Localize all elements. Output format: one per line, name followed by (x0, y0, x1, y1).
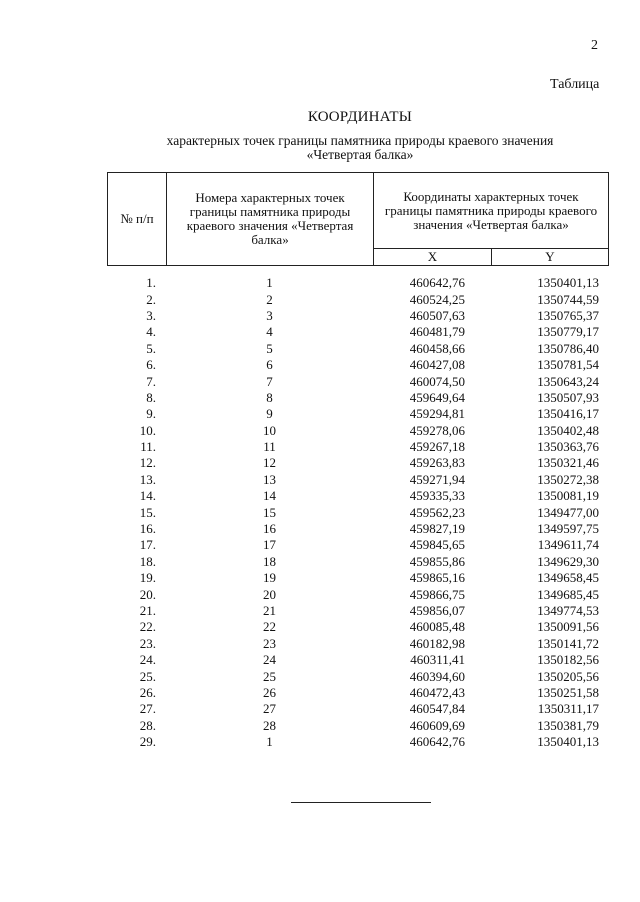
row-number: 2. (146, 291, 156, 307)
table-row (107, 586, 608, 602)
coord-y: 1349611,74 (537, 537, 599, 553)
coordinates-table-header (107, 172, 609, 266)
coord-y: 1350781,54 (537, 357, 599, 373)
point-number: 8 (266, 389, 273, 405)
coord-y: 1350401,13 (537, 275, 599, 291)
coord-x: 460507,63 (409, 307, 465, 323)
row-number: 28. (139, 717, 156, 733)
table-row (107, 603, 608, 619)
header-coordinates: Координаты характерных точек границы памятника природы краевого значения «Четвертая балка» (374, 173, 609, 249)
table-row (107, 291, 608, 307)
row-number: 17. (139, 537, 156, 553)
coord-y: 1349629,30 (537, 553, 599, 569)
coord-y: 1350141,72 (537, 635, 599, 651)
coord-y: 1349774,53 (537, 603, 599, 618)
point-number: 6 (266, 357, 273, 373)
point-number: 7 (266, 373, 273, 389)
coord-y: 1349477,00 (537, 504, 599, 520)
row-number: 23. (139, 635, 156, 651)
table-row (107, 521, 608, 537)
point-number: 1 (266, 275, 273, 291)
point-number: 26 (263, 684, 276, 700)
point-number: 15 (263, 504, 276, 520)
table-row (107, 619, 608, 635)
coord-x: 459827,19 (409, 521, 465, 537)
row-number: 4. (146, 324, 156, 340)
coord-x: 459271,94 (409, 471, 465, 487)
table-row (107, 406, 608, 422)
row-number: 6. (146, 357, 156, 373)
end-divider (291, 802, 431, 803)
table-row (107, 341, 608, 357)
point-number: 20 (263, 586, 276, 602)
row-number: 18. (139, 553, 156, 569)
point-number: 13 (263, 471, 276, 487)
table-row (107, 668, 608, 684)
point-number: 4 (266, 324, 273, 340)
table-label: Таблица (550, 77, 600, 92)
row-number: 22. (139, 619, 156, 635)
coord-y: 1350744,59 (537, 291, 599, 307)
coord-y: 1350381,79 (537, 717, 599, 733)
point-number: 23 (263, 635, 276, 651)
row-number: 15. (139, 504, 156, 520)
point-number: 2 (266, 291, 273, 307)
point-number: 12 (263, 455, 276, 471)
table-row (107, 357, 608, 373)
coord-x: 459562,23 (409, 504, 465, 520)
table-row (107, 701, 608, 717)
point-number: 25 (263, 668, 276, 684)
table-row (107, 718, 608, 734)
table-row (107, 554, 608, 570)
coord-x: 460609,69 (409, 717, 465, 733)
row-number: 1. (146, 275, 156, 291)
point-number: 3 (266, 307, 273, 323)
header-point-number: Номера характерных точек границы памятника природы краевого значения «Четвертая балка» (167, 173, 374, 266)
row-number: 5. (146, 340, 156, 356)
table-row (107, 308, 608, 324)
point-number: 22 (263, 619, 276, 635)
coord-x: 459866,75 (409, 586, 465, 602)
coord-y: 1350182,56 (537, 652, 599, 668)
coord-x: 460547,84 (409, 701, 465, 717)
document-subtitle (140, 134, 580, 162)
point-number: 5 (266, 340, 273, 356)
table-row (107, 734, 608, 750)
point-number: 11 (263, 439, 276, 455)
point-number: 9 (266, 406, 273, 422)
row-number: 29. (139, 734, 156, 750)
row-number: 27. (139, 701, 156, 717)
table-row (107, 570, 608, 586)
coord-y: 1350786,40 (537, 340, 599, 356)
table-row (107, 324, 608, 340)
row-number: 25. (139, 668, 156, 684)
subtitle-line-2: «Четвертая балка» (306, 147, 414, 162)
coord-y: 1350081,19 (537, 488, 599, 504)
point-number: 24 (263, 652, 276, 668)
header-x: X (374, 249, 492, 266)
coord-y: 1350091,56 (537, 619, 599, 635)
header-number: № п/п (108, 173, 167, 266)
coord-x: 460642,76 (409, 275, 465, 291)
table-row (107, 423, 608, 439)
coord-y: 1349685,45 (537, 586, 599, 602)
coord-x: 460311,41 (410, 652, 465, 668)
row-number: 3. (146, 307, 156, 323)
coord-x: 459267,18 (409, 439, 465, 455)
coord-y: 1350251,58 (537, 684, 599, 700)
subtitle-line-1: характерных точек границы памятника природы краевого значения (166, 133, 554, 148)
point-number: 17 (263, 537, 276, 553)
coord-x: 460481,79 (409, 324, 465, 340)
header-y: Y (492, 249, 609, 266)
row-number: 7. (146, 373, 156, 389)
coord-y: 1349597,75 (537, 521, 599, 537)
coord-y: 1350507,93 (537, 389, 599, 405)
coord-y: 1350321,46 (537, 455, 599, 471)
coord-y: 1350401,13 (537, 734, 599, 750)
table-row (107, 439, 608, 455)
point-number: 14 (263, 488, 276, 504)
row-number: 19. (139, 570, 156, 586)
row-number: 12. (139, 455, 156, 471)
coord-x: 459294,81 (409, 406, 465, 422)
coord-x: 460472,43 (409, 684, 465, 700)
coord-y: 1350402,48 (537, 422, 599, 438)
row-number: 20. (139, 586, 156, 602)
table-row (107, 390, 608, 406)
coord-x: 459263,83 (409, 455, 465, 471)
point-number: 28 (263, 717, 276, 733)
coord-x: 460427,08 (409, 357, 465, 373)
table-row (107, 373, 608, 389)
coord-x: 460085,48 (409, 619, 465, 635)
table-row (107, 275, 608, 291)
table-row (107, 488, 608, 504)
coord-y: 1349658,45 (537, 570, 599, 586)
coord-x: 460394,60 (409, 668, 465, 684)
coord-x: 459278,06 (409, 422, 465, 438)
row-number: 14. (139, 488, 156, 504)
document-title: КООРДИНАТЫ (307, 109, 413, 125)
coord-y: 1350765,37 (537, 307, 599, 323)
point-number: 21 (263, 603, 276, 618)
table-row (107, 652, 608, 668)
table-row (107, 685, 608, 701)
table-row (107, 455, 608, 471)
coord-x: 459855,86 (409, 553, 465, 569)
row-number: 10. (139, 422, 156, 438)
table-row (107, 504, 608, 520)
coord-x: 459865,16 (409, 570, 465, 586)
coord-x: 460524,25 (409, 291, 465, 307)
coord-y: 1350779,17 (537, 324, 599, 340)
point-number: 10 (263, 422, 276, 438)
coord-x: 460458,66 (409, 340, 465, 356)
coordinates-table-body (107, 275, 608, 750)
coord-x: 460642,76 (409, 734, 465, 750)
coord-x: 459856,07 (409, 603, 465, 618)
point-number: 16 (263, 521, 276, 537)
coord-x: 459845,65 (409, 537, 465, 553)
table-row (107, 537, 608, 553)
coord-x: 460182,98 (409, 635, 465, 651)
coord-y: 1350363,76 (537, 439, 599, 455)
point-number: 18 (263, 553, 276, 569)
coord-y: 1350416,17 (537, 406, 599, 422)
coord-x: 459335,33 (409, 488, 465, 504)
row-number: 26. (139, 684, 156, 700)
coord-x: 460074,50 (409, 373, 465, 389)
row-number: 13. (139, 471, 156, 487)
coord-y: 1350205,56 (537, 668, 599, 684)
row-number: 9. (146, 406, 156, 422)
coord-y: 1350643,24 (537, 373, 599, 389)
coord-y: 1350272,38 (537, 471, 599, 487)
point-number: 27 (263, 701, 276, 717)
row-number: 16. (139, 521, 156, 537)
row-number: 11. (140, 439, 156, 455)
coord-x: 459649,64 (409, 389, 465, 405)
row-number: 21. (139, 603, 156, 618)
row-number: 24. (139, 652, 156, 668)
point-number: 19 (263, 570, 276, 586)
page-number: 2 (591, 38, 598, 53)
coord-y: 1350311,17 (537, 701, 599, 717)
table-row (107, 636, 608, 652)
point-number: 1 (266, 734, 273, 750)
row-number: 8. (146, 389, 156, 405)
table-row (107, 472, 608, 488)
